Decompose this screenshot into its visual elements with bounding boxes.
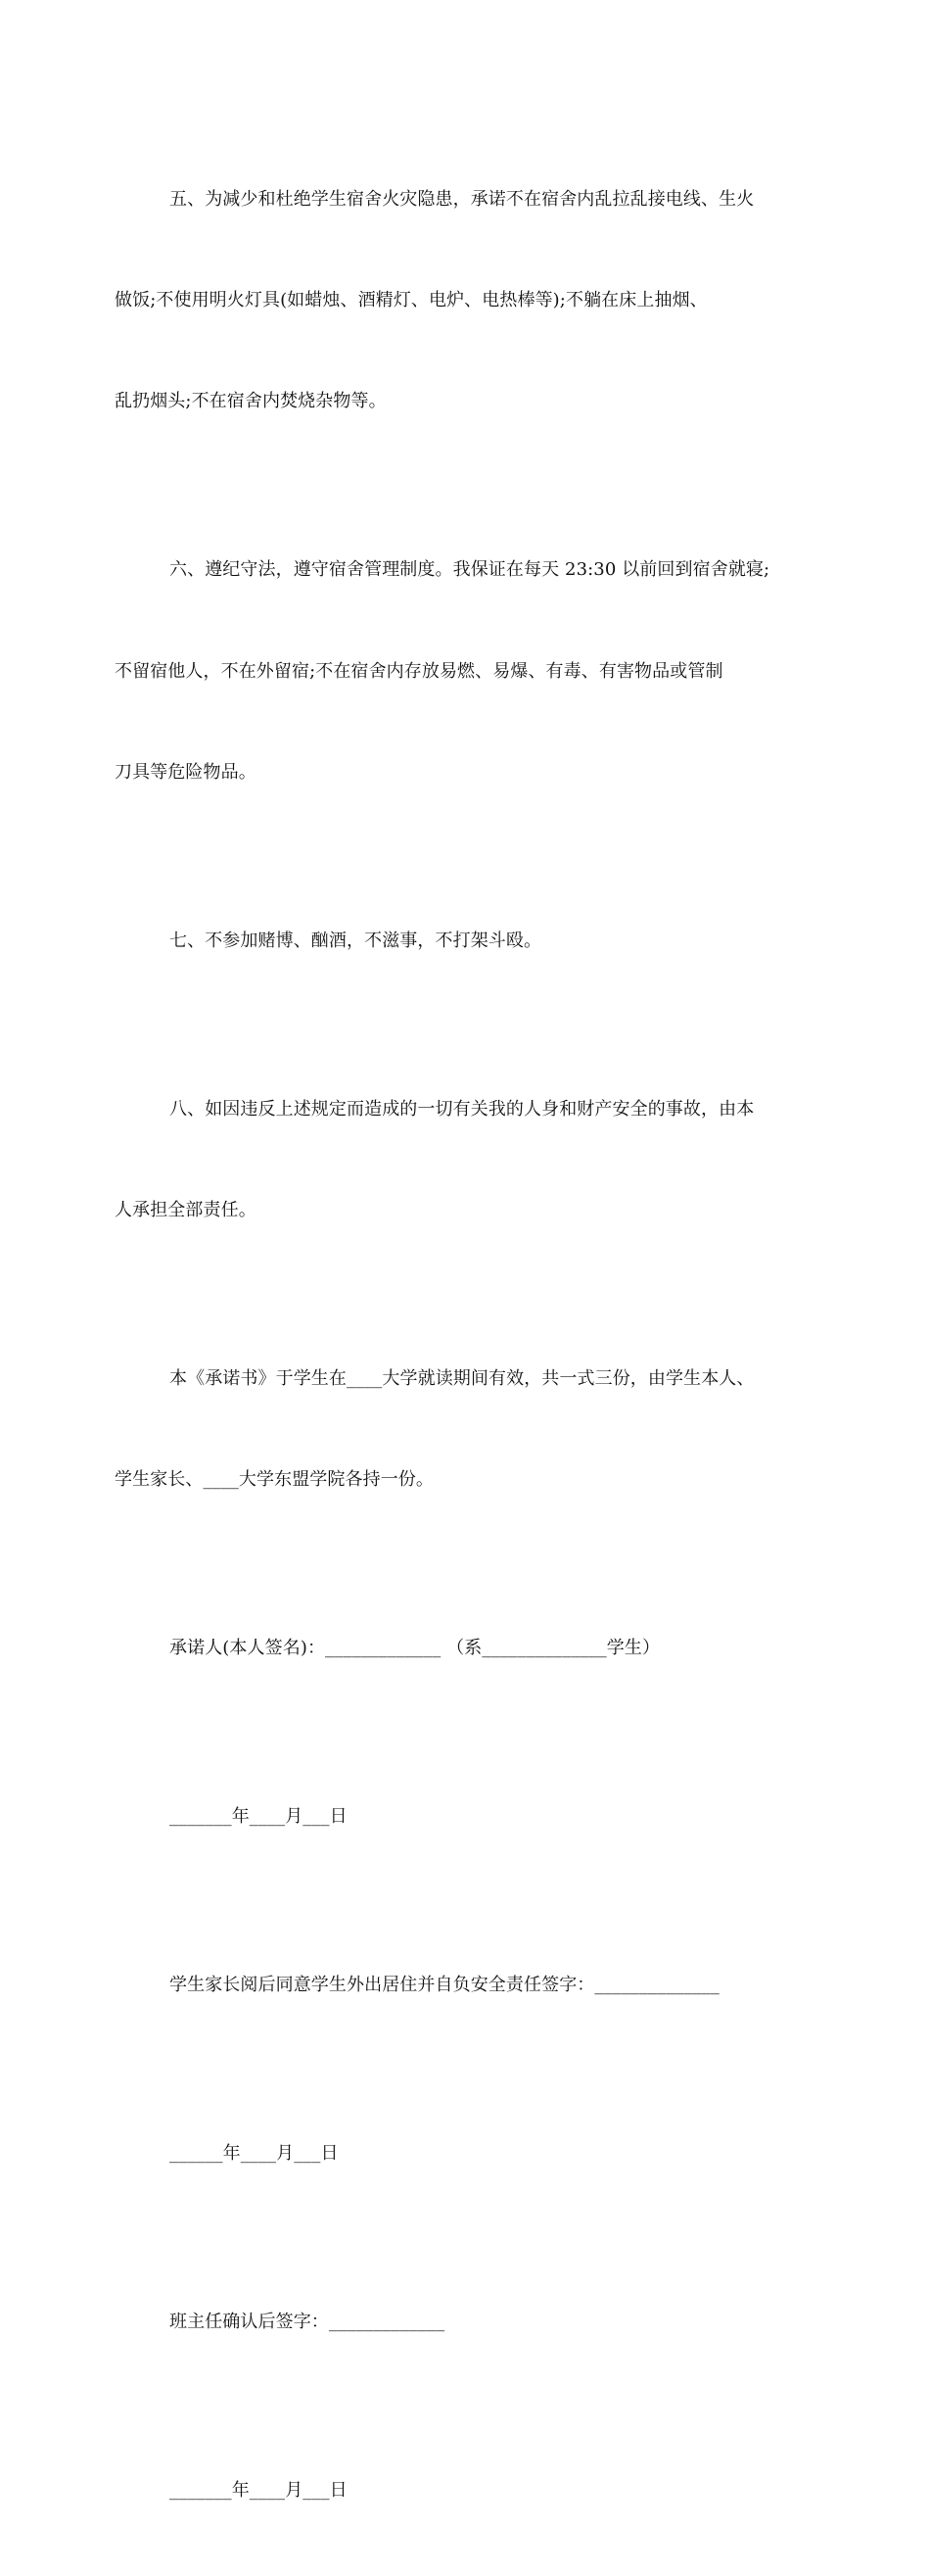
parent-date-text: ______年____月___日 [169, 2143, 339, 2165]
validity-line-2: 学生家长、____大学东盟学院各持一份。 [115, 1469, 434, 1491]
validity-statement [115, 1295, 793, 1564]
clause-five [115, 116, 793, 486]
clause-five-line-2: 做饭;不使用明火灯具(如蜡烛、酒精灯、电炉、电热棒等);不躺在床上抽烟、 [115, 290, 708, 311]
teacher-date-text: _______年____月___日 [169, 2480, 348, 2502]
clause-six-line-1: 六、遵纪守法，遵守宿舍管理制度。我保证在每天 23:30 以前回到宿舍就寝; [169, 559, 770, 581]
teacher-signature-line [142, 2239, 793, 2408]
document-body [115, 116, 793, 2576]
parent-signature-text: 学生家长阅后同意学生外出居住并自负安全责任签字：______________ [169, 1975, 720, 1996]
validity-line-1: 本《承诺书》于学生在____大学就读期间有效，共一式三份，由学生本人、 [169, 1368, 755, 1390]
clause-six-line-2: 不留宿他人，不在外留宿;不在宿舍内存放易燃、易爆、有毒、有害物品或管制 [115, 660, 723, 682]
clause-seven [142, 857, 793, 1026]
clause-five-line-1: 五、为减少和杜绝学生宿舍火灾隐患，承诺不在宿舍内乱拉乱接电线、生火 [169, 188, 755, 210]
promisor-signature-text: 承诺人(本人签名)：_____________ （系______________学生） [169, 1638, 661, 1659]
clause-eight-line-2: 人承担全部责任。 [115, 1200, 256, 1220]
promisor-date-line [142, 1734, 793, 1902]
clause-six [115, 486, 793, 856]
parent-signature-line [142, 1902, 793, 2071]
parent-date-line [142, 2071, 793, 2239]
clause-eight [115, 1026, 793, 1295]
promisor-date-text: _______年____月___日 [169, 1806, 348, 1828]
promisor-signature-line [142, 1564, 793, 1733]
clause-seven-line-1: 七、不参加赌博、酗酒，不滋事，不打架斗殴。 [169, 930, 542, 951]
clause-five-line-3: 乱扔烟头;不在宿舍内焚烧杂物等。 [115, 391, 387, 412]
teacher-signature-text: 班主任确认后签字：_____________ [169, 2312, 445, 2333]
teacher-date-line [142, 2408, 793, 2576]
clause-six-line-3: 刀具等危险物品。 [115, 761, 256, 783]
clause-eight-line-1: 八、如因违反上述规定而造成的一切有关我的人身和财产安全的事故，由本 [169, 1098, 755, 1120]
